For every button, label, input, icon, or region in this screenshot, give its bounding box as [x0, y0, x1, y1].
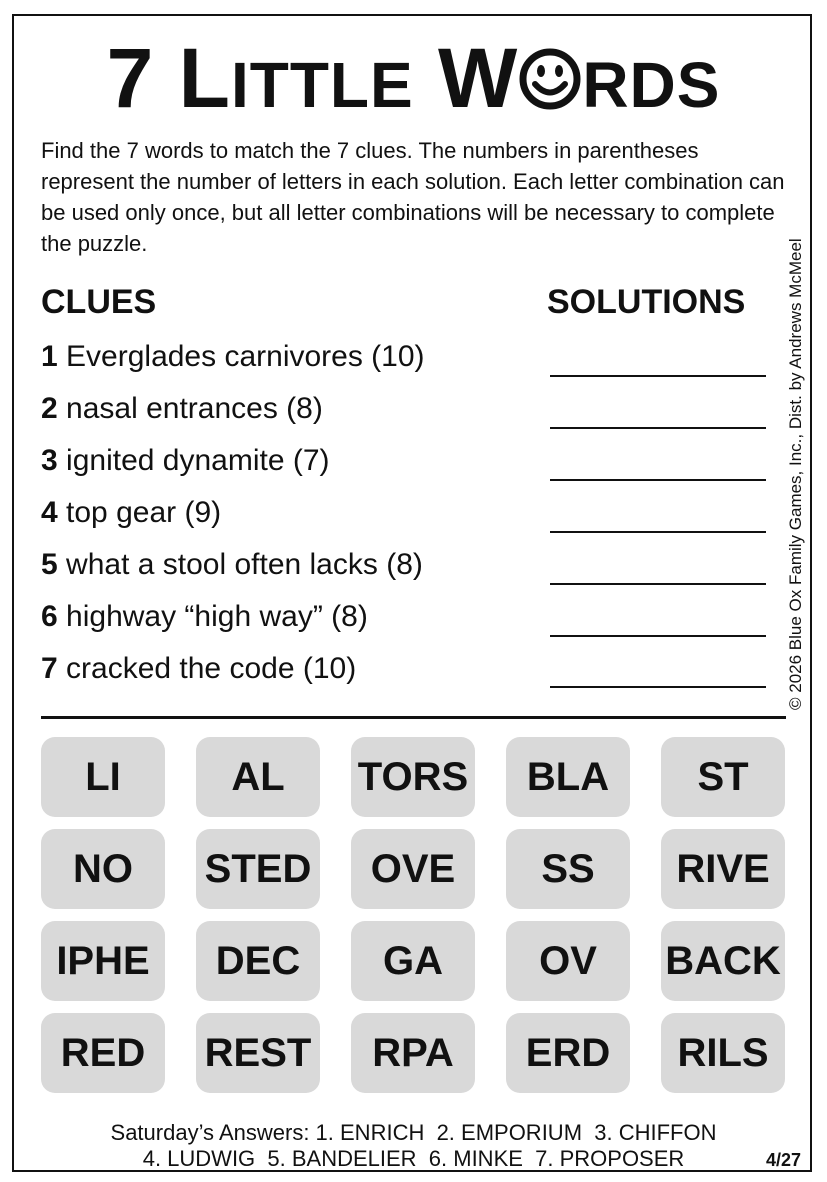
- solution-blank-2[interactable]: [550, 427, 766, 429]
- letter-tile[interactable]: NO: [41, 829, 165, 909]
- clue-number: 1: [41, 340, 58, 373]
- smiley-face-icon: [518, 47, 582, 111]
- puzzle-date: 4/27: [766, 1150, 802, 1170]
- clue-text: top gear (9): [66, 496, 222, 529]
- letter-tile[interactable]: RED: [41, 1013, 165, 1093]
- letter-tile[interactable]: TORS: [351, 737, 475, 817]
- letter-tile[interactable]: AL: [196, 737, 320, 817]
- clue-number: 4: [41, 496, 58, 529]
- solution-blank-1[interactable]: [550, 375, 766, 377]
- letter-tile[interactable]: RILS: [661, 1013, 785, 1093]
- letter-tile[interactable]: ST: [661, 737, 785, 817]
- letter-tile[interactable]: RPA: [351, 1013, 475, 1093]
- clue-text: Everglades carnivores (10): [66, 340, 425, 373]
- clue-number: 6: [41, 600, 58, 633]
- clue-item: [41, 600, 368, 634]
- clue-number: 3: [41, 444, 58, 477]
- title-part-5: RDS: [582, 49, 721, 121]
- title-part-3: ITTLE: [230, 49, 414, 121]
- letter-tile[interactable]: BLA: [506, 737, 630, 817]
- title-part-2: L: [178, 31, 231, 125]
- section-divider: [41, 716, 786, 719]
- clue-item: [41, 340, 425, 374]
- solution-blank-7[interactable]: [550, 686, 766, 688]
- clue-number: 2: [41, 392, 58, 425]
- letter-tile[interactable]: OVE: [351, 829, 475, 909]
- clue-item: [41, 652, 356, 686]
- previous-answers: [0, 1120, 827, 1172]
- clue-text: ignited dynamite (7): [66, 444, 330, 477]
- solution-blank-5[interactable]: [550, 583, 766, 585]
- letter-tile[interactable]: SS: [506, 829, 630, 909]
- letter-tile[interactable]: IPHE: [41, 921, 165, 1001]
- clue-item: [41, 496, 221, 530]
- letter-tile[interactable]: STED: [196, 829, 320, 909]
- solutions-header: SOLUTIONS: [547, 283, 746, 321]
- letter-tile[interactable]: LI: [41, 737, 165, 817]
- clues-header: CLUES: [41, 283, 157, 321]
- solution-blank-6[interactable]: [550, 635, 766, 637]
- letter-tile[interactable]: OV: [506, 921, 630, 1001]
- previous-answers-line-1: Saturday’s Answers: 1. ENRICH 2. EMPORIUM 3. CHIFFON: [110, 1120, 717, 1145]
- clue-number: 5: [41, 548, 58, 581]
- letter-tile[interactable]: DEC: [196, 921, 320, 1001]
- letter-tile[interactable]: ERD: [506, 1013, 630, 1093]
- puzzle-title: [0, 30, 827, 127]
- clue-item: [41, 444, 330, 478]
- clue-text: highway “high way” (8): [66, 600, 368, 633]
- letter-tile[interactable]: BACK: [661, 921, 785, 1001]
- solution-blank-4[interactable]: [550, 531, 766, 533]
- title-part-4: W: [413, 31, 519, 125]
- letter-tile[interactable]: RIVE: [661, 829, 785, 909]
- clue-item: [41, 392, 323, 426]
- clue-text: nasal entrances (8): [66, 392, 323, 425]
- title-part-1: 7: [106, 31, 179, 125]
- instructions-text: Find the 7 words to match the 7 clues. The numbers in parentheses represent the number of letters in each solution. Each letter combination can be used only once, but all letter combinations will be necessary to complete the puzzle.: [41, 138, 785, 256]
- clue-number: 7: [41, 652, 58, 685]
- letter-tile[interactable]: GA: [351, 921, 475, 1001]
- clue-item: [41, 548, 423, 582]
- previous-answers-line-2: 4. LUDWIG 5. BANDELIER 6. MINKE 7. PROPOSER: [142, 1146, 685, 1171]
- clue-text: what a stool often lacks (8): [66, 548, 423, 581]
- letter-tile[interactable]: REST: [196, 1013, 320, 1093]
- copyright-credit: © 2026 Blue Ox Family Games, Inc., Dist. by Andrews McMeel: [786, 238, 805, 710]
- solution-blank-3[interactable]: [550, 479, 766, 481]
- clue-text: cracked the code (10): [66, 652, 357, 685]
